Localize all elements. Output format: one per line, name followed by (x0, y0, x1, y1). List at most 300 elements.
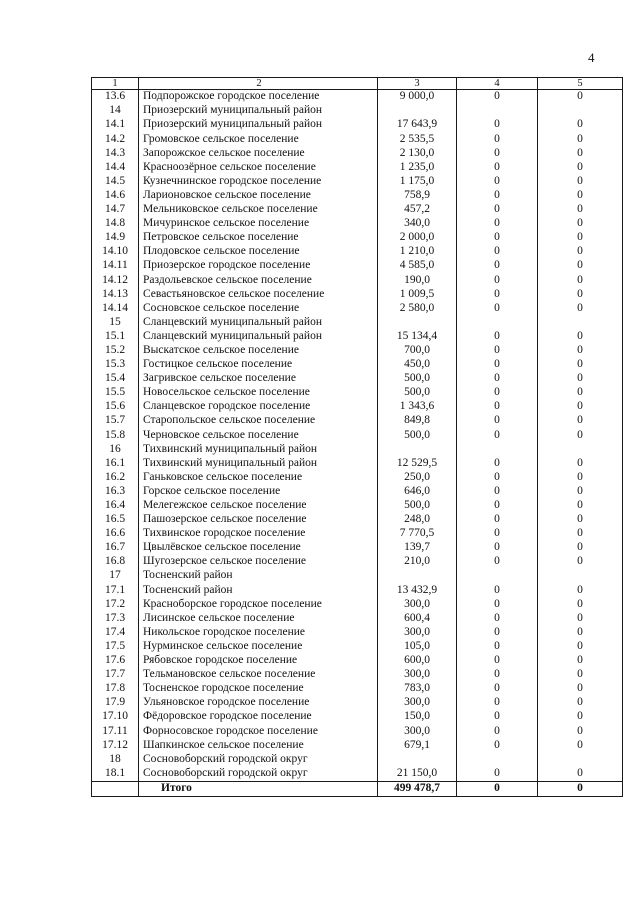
row-number: 17.6 (92, 654, 139, 668)
row-name: Тосненский район (139, 569, 378, 583)
row-col5: 0 (538, 245, 623, 259)
row-col4: 0 (457, 626, 538, 640)
table-row (92, 640, 623, 654)
row-amount: 500,0 (378, 428, 457, 442)
row-number: 17.1 (92, 583, 139, 597)
table-row (92, 428, 623, 442)
table-row (92, 752, 623, 766)
row-col4: 0 (457, 513, 538, 527)
row-number: 16.6 (92, 527, 139, 541)
row-name: Подпорожское городское поселение (139, 90, 378, 105)
row-amount: 300,0 (378, 696, 457, 710)
table-row (92, 738, 623, 752)
row-col4: 0 (457, 301, 538, 315)
row-number: 17.12 (92, 738, 139, 752)
table-row (92, 189, 623, 203)
table-row (92, 203, 623, 217)
row-col5: 0 (538, 259, 623, 273)
row-col5: 0 (538, 386, 623, 400)
row-col5: 0 (538, 724, 623, 738)
table-row (92, 597, 623, 611)
table-row (92, 710, 623, 724)
row-name: Тихвинское городское поселение (139, 527, 378, 541)
row-amount: 1 175,0 (378, 175, 457, 189)
table-row (92, 767, 623, 782)
row-col4: 0 (457, 555, 538, 569)
row-name: Форносовское городское поселение (139, 724, 378, 738)
row-amount: 300,0 (378, 597, 457, 611)
row-col4: 0 (457, 344, 538, 358)
table-row (92, 682, 623, 696)
row-amount: 7 770,5 (378, 527, 457, 541)
row-col4 (457, 569, 538, 583)
row-number: 14.6 (92, 189, 139, 203)
row-col5: 0 (538, 654, 623, 668)
row-col5: 0 (538, 527, 623, 541)
row-number: 16.7 (92, 541, 139, 555)
row-number: 14.11 (92, 259, 139, 273)
row-amount: 1 343,6 (378, 400, 457, 414)
row-name: Мелегежское сельское поселение (139, 499, 378, 513)
row-number: 14.4 (92, 160, 139, 174)
row-col4: 0 (457, 696, 538, 710)
row-col4: 0 (457, 175, 538, 189)
row-col5: 0 (538, 358, 623, 372)
row-number: 16.3 (92, 485, 139, 499)
row-col4: 0 (457, 640, 538, 654)
row-col4: 0 (457, 386, 538, 400)
row-number: 17.7 (92, 668, 139, 682)
row-name: Мельниковское сельское поселение (139, 203, 378, 217)
row-col4 (457, 752, 538, 766)
row-col5 (538, 316, 623, 330)
row-name: Мичуринское сельское поселение (139, 217, 378, 231)
row-number: 15.4 (92, 372, 139, 386)
row-amount: 340,0 (378, 217, 457, 231)
row-col5: 0 (538, 682, 623, 696)
table-row (92, 499, 623, 513)
row-name: Фёдоровское городское поселение (139, 710, 378, 724)
total-col5: 0 (538, 781, 623, 796)
table-row (92, 259, 623, 273)
row-number: 15.3 (92, 358, 139, 372)
row-col5: 0 (538, 189, 623, 203)
row-col4 (457, 104, 538, 118)
row-col5: 0 (538, 231, 623, 245)
row-col5: 0 (538, 428, 623, 442)
row-amount: 1 210,0 (378, 245, 457, 259)
table-row (92, 400, 623, 414)
row-col5: 0 (538, 175, 623, 189)
row-col4: 0 (457, 724, 538, 738)
row-amount: 758,9 (378, 189, 457, 203)
row-amount: 500,0 (378, 499, 457, 513)
row-col5: 0 (538, 344, 623, 358)
row-name: Шапкинское сельское поселение (139, 738, 378, 752)
row-amount: 700,0 (378, 344, 457, 358)
table-row (92, 344, 623, 358)
table-row (92, 555, 623, 569)
row-amount: 1 235,0 (378, 160, 457, 174)
row-col5: 0 (538, 90, 623, 105)
row-amount: 1 009,5 (378, 287, 457, 301)
row-col5: 0 (538, 738, 623, 752)
table-row (92, 724, 623, 738)
row-name: Сланцевский муниципальный район (139, 330, 378, 344)
row-number: 16.1 (92, 456, 139, 470)
row-amount: 17 643,9 (378, 118, 457, 132)
row-name: Ларионовское сельское поселение (139, 189, 378, 203)
row-amount: 600,0 (378, 654, 457, 668)
row-col4: 0 (457, 710, 538, 724)
row-col4: 0 (457, 90, 538, 105)
row-number: 17.3 (92, 611, 139, 625)
row-amount: 646,0 (378, 485, 457, 499)
table-row (92, 287, 623, 301)
row-name: Никольское городское поселение (139, 626, 378, 640)
table-row (92, 372, 623, 386)
row-amount: 9 000,0 (378, 90, 457, 105)
row-name: Сланцевское городское поселение (139, 400, 378, 414)
total-label: Итого (139, 781, 378, 796)
row-amount: 105,0 (378, 640, 457, 654)
row-number: 17.10 (92, 710, 139, 724)
row-amount: 139,7 (378, 541, 457, 555)
row-name: Сосновоборский городской округ (139, 767, 378, 782)
row-col5 (538, 752, 623, 766)
table-row (92, 527, 623, 541)
row-amount (378, 569, 457, 583)
row-number: 17.9 (92, 696, 139, 710)
row-name: Тихвинский муниципальный район (139, 456, 378, 470)
table-row (92, 386, 623, 400)
row-col5: 0 (538, 597, 623, 611)
row-col4: 0 (457, 132, 538, 146)
row-col4: 0 (457, 611, 538, 625)
row-name: Громовское сельское поселение (139, 132, 378, 146)
row-amount: 783,0 (378, 682, 457, 696)
row-col5: 0 (538, 485, 623, 499)
row-col5: 0 (538, 668, 623, 682)
row-col4: 0 (457, 583, 538, 597)
row-col5: 0 (538, 583, 623, 597)
total-number (92, 781, 139, 796)
total-row (92, 781, 623, 796)
row-name: Новосельское сельское поселение (139, 386, 378, 400)
row-col5: 0 (538, 456, 623, 470)
row-amount: 300,0 (378, 724, 457, 738)
row-col4: 0 (457, 146, 538, 160)
row-number: 14.14 (92, 301, 139, 315)
row-name: Тихвинский муниципальный район (139, 442, 378, 456)
row-col5: 0 (538, 372, 623, 386)
row-col4: 0 (457, 400, 538, 414)
table-row (92, 513, 623, 527)
row-col5: 0 (538, 301, 623, 315)
table-row (92, 583, 623, 597)
row-number: 18.1 (92, 767, 139, 782)
row-name: Плодовское сельское поселение (139, 245, 378, 259)
row-name: Тосненский район (139, 583, 378, 597)
row-col5: 0 (538, 414, 623, 428)
row-amount: 248,0 (378, 513, 457, 527)
row-col5: 0 (538, 611, 623, 625)
total-amount: 499 478,7 (378, 781, 457, 796)
row-col5: 0 (538, 541, 623, 555)
row-amount: 250,0 (378, 471, 457, 485)
row-amount (378, 104, 457, 118)
row-number: 14.1 (92, 118, 139, 132)
table-row (92, 104, 623, 118)
row-col4: 0 (457, 499, 538, 513)
row-number: 15.5 (92, 386, 139, 400)
row-name: Сосновское сельское поселение (139, 301, 378, 315)
row-amount: 300,0 (378, 668, 457, 682)
table-row (92, 668, 623, 682)
table-row (92, 569, 623, 583)
row-col4: 0 (457, 231, 538, 245)
row-col5: 0 (538, 118, 623, 132)
row-col4: 0 (457, 428, 538, 442)
row-number: 16.8 (92, 555, 139, 569)
row-col5 (538, 442, 623, 456)
row-name: Сосновоборский городской округ (139, 752, 378, 766)
row-name: Шугозерское сельское поселение (139, 555, 378, 569)
row-number: 15.8 (92, 428, 139, 442)
table-row (92, 175, 623, 189)
row-col4: 0 (457, 767, 538, 782)
row-number: 17.11 (92, 724, 139, 738)
row-number: 14.10 (92, 245, 139, 259)
table-row (92, 541, 623, 555)
row-name: Приозерский муниципальный район (139, 118, 378, 132)
row-name: Петровское сельское поселение (139, 231, 378, 245)
row-name: Кузнечнинское городское поселение (139, 175, 378, 189)
row-amount: 12 529,5 (378, 456, 457, 470)
row-amount: 500,0 (378, 386, 457, 400)
table-row (92, 330, 623, 344)
table-row (92, 442, 623, 456)
row-col4: 0 (457, 654, 538, 668)
row-col4: 0 (457, 372, 538, 386)
row-name: Приозерский муниципальный район (139, 104, 378, 118)
row-col4: 0 (457, 541, 538, 555)
row-amount (378, 442, 457, 456)
row-number: 14.5 (92, 175, 139, 189)
row-number: 14.12 (92, 273, 139, 287)
row-amount: 2 580,0 (378, 301, 457, 315)
row-name: Пашозерское сельское поселение (139, 513, 378, 527)
column-header: 4 (457, 78, 538, 90)
row-amount: 300,0 (378, 626, 457, 640)
row-col4: 0 (457, 738, 538, 752)
row-amount: 849,8 (378, 414, 457, 428)
row-amount: 450,0 (378, 358, 457, 372)
table-row (92, 485, 623, 499)
table-row (92, 456, 623, 470)
table-row (92, 217, 623, 231)
row-col4: 0 (457, 217, 538, 231)
row-number: 15 (92, 316, 139, 330)
table-row (92, 245, 623, 259)
row-col5: 0 (538, 400, 623, 414)
row-col4: 0 (457, 160, 538, 174)
row-number: 16.4 (92, 499, 139, 513)
row-col5: 0 (538, 203, 623, 217)
row-col4 (457, 442, 538, 456)
row-number: 16.2 (92, 471, 139, 485)
table-row (92, 160, 623, 174)
table-row (92, 146, 623, 160)
row-number: 17.2 (92, 597, 139, 611)
row-col5: 0 (538, 287, 623, 301)
table-row (92, 90, 623, 105)
row-name: Ганьковское сельское поселение (139, 471, 378, 485)
row-col4: 0 (457, 668, 538, 682)
row-name: Загривское сельское поселение (139, 372, 378, 386)
row-col5: 0 (538, 555, 623, 569)
row-number: 17.4 (92, 626, 139, 640)
row-col5: 0 (538, 132, 623, 146)
table-row (92, 273, 623, 287)
row-name: Севастьяновское сельское поселение (139, 287, 378, 301)
row-number: 18 (92, 752, 139, 766)
row-col5: 0 (538, 513, 623, 527)
row-col5 (538, 569, 623, 583)
row-col5: 0 (538, 499, 623, 513)
row-col5: 0 (538, 330, 623, 344)
table-row (92, 301, 623, 315)
row-amount: 679,1 (378, 738, 457, 752)
row-col4: 0 (457, 118, 538, 132)
row-name: Красноборское городское поселение (139, 597, 378, 611)
row-col4: 0 (457, 245, 538, 259)
row-number: 16 (92, 442, 139, 456)
total-col4: 0 (457, 781, 538, 796)
row-col5: 0 (538, 626, 623, 640)
table-row (92, 414, 623, 428)
row-name: Рябовское городское поселение (139, 654, 378, 668)
row-number: 15.2 (92, 344, 139, 358)
row-col4: 0 (457, 527, 538, 541)
row-name: Черновское сельское поселение (139, 428, 378, 442)
row-number: 14.3 (92, 146, 139, 160)
row-col5: 0 (538, 767, 623, 782)
row-name: Выскатское сельское поселение (139, 344, 378, 358)
row-amount: 15 134,4 (378, 330, 457, 344)
row-col4: 0 (457, 485, 538, 499)
row-col5: 0 (538, 640, 623, 654)
row-amount: 600,4 (378, 611, 457, 625)
row-name: Нурминское сельское поселение (139, 640, 378, 654)
row-number: 15.6 (92, 400, 139, 414)
row-col5: 0 (538, 160, 623, 174)
row-number: 14 (92, 104, 139, 118)
table-row (92, 626, 623, 640)
column-header: 3 (378, 78, 457, 90)
row-number: 13.6 (92, 90, 139, 105)
table-row (92, 654, 623, 668)
row-number: 14.2 (92, 132, 139, 146)
table-row (92, 118, 623, 132)
row-amount: 2 535,5 (378, 132, 457, 146)
row-name: Тельмановское сельское поселение (139, 668, 378, 682)
row-col4: 0 (457, 203, 538, 217)
row-name: Запорожское сельское поселение (139, 146, 378, 160)
table-row (92, 696, 623, 710)
row-amount: 4 585,0 (378, 259, 457, 273)
row-col4: 0 (457, 414, 538, 428)
row-amount: 2 000,0 (378, 231, 457, 245)
row-amount: 21 150,0 (378, 767, 457, 782)
row-number: 16.5 (92, 513, 139, 527)
row-number: 17 (92, 569, 139, 583)
row-amount: 190,0 (378, 273, 457, 287)
table-row (92, 132, 623, 146)
row-amount (378, 316, 457, 330)
row-name: Раздольевское сельское поселение (139, 273, 378, 287)
row-number: 14.13 (92, 287, 139, 301)
column-header: 1 (92, 78, 139, 90)
row-col4: 0 (457, 259, 538, 273)
row-col5: 0 (538, 696, 623, 710)
row-amount (378, 752, 457, 766)
row-col5: 0 (538, 217, 623, 231)
row-col5 (538, 104, 623, 118)
row-name: Лисинское сельское поселение (139, 611, 378, 625)
row-name: Сланцевский муниципальный район (139, 316, 378, 330)
column-header: 2 (139, 78, 378, 90)
row-col5: 0 (538, 273, 623, 287)
table-row (92, 231, 623, 245)
row-name: Цвылёвское сельское поселение (139, 541, 378, 555)
row-amount: 2 130,0 (378, 146, 457, 160)
table-row (92, 358, 623, 372)
row-name: Гостицкое сельское поселение (139, 358, 378, 372)
row-name: Красноозёрное сельское поселение (139, 160, 378, 174)
table-header-row (92, 78, 623, 90)
table-row (92, 316, 623, 330)
row-col5: 0 (538, 471, 623, 485)
row-number: 17.8 (92, 682, 139, 696)
row-col4: 0 (457, 189, 538, 203)
row-name: Тосненское городское поселение (139, 682, 378, 696)
row-amount: 210,0 (378, 555, 457, 569)
row-col4: 0 (457, 287, 538, 301)
row-name: Ульяновское городское поселение (139, 696, 378, 710)
row-amount: 500,0 (378, 372, 457, 386)
budget-table (91, 77, 623, 797)
row-amount: 13 432,9 (378, 583, 457, 597)
row-col4: 0 (457, 456, 538, 470)
page-number: 4 (588, 50, 595, 65)
row-col4 (457, 316, 538, 330)
row-col5: 0 (538, 710, 623, 724)
row-col4: 0 (457, 330, 538, 344)
column-header: 5 (538, 78, 623, 90)
row-col4: 0 (457, 358, 538, 372)
row-col4: 0 (457, 471, 538, 485)
row-amount: 150,0 (378, 710, 457, 724)
row-number: 15.1 (92, 330, 139, 344)
row-col4: 0 (457, 273, 538, 287)
row-number: 15.7 (92, 414, 139, 428)
row-col4: 0 (457, 682, 538, 696)
table-row (92, 611, 623, 625)
row-col5: 0 (538, 146, 623, 160)
row-number: 17.5 (92, 640, 139, 654)
row-name: Приозерское городское поселение (139, 259, 378, 273)
